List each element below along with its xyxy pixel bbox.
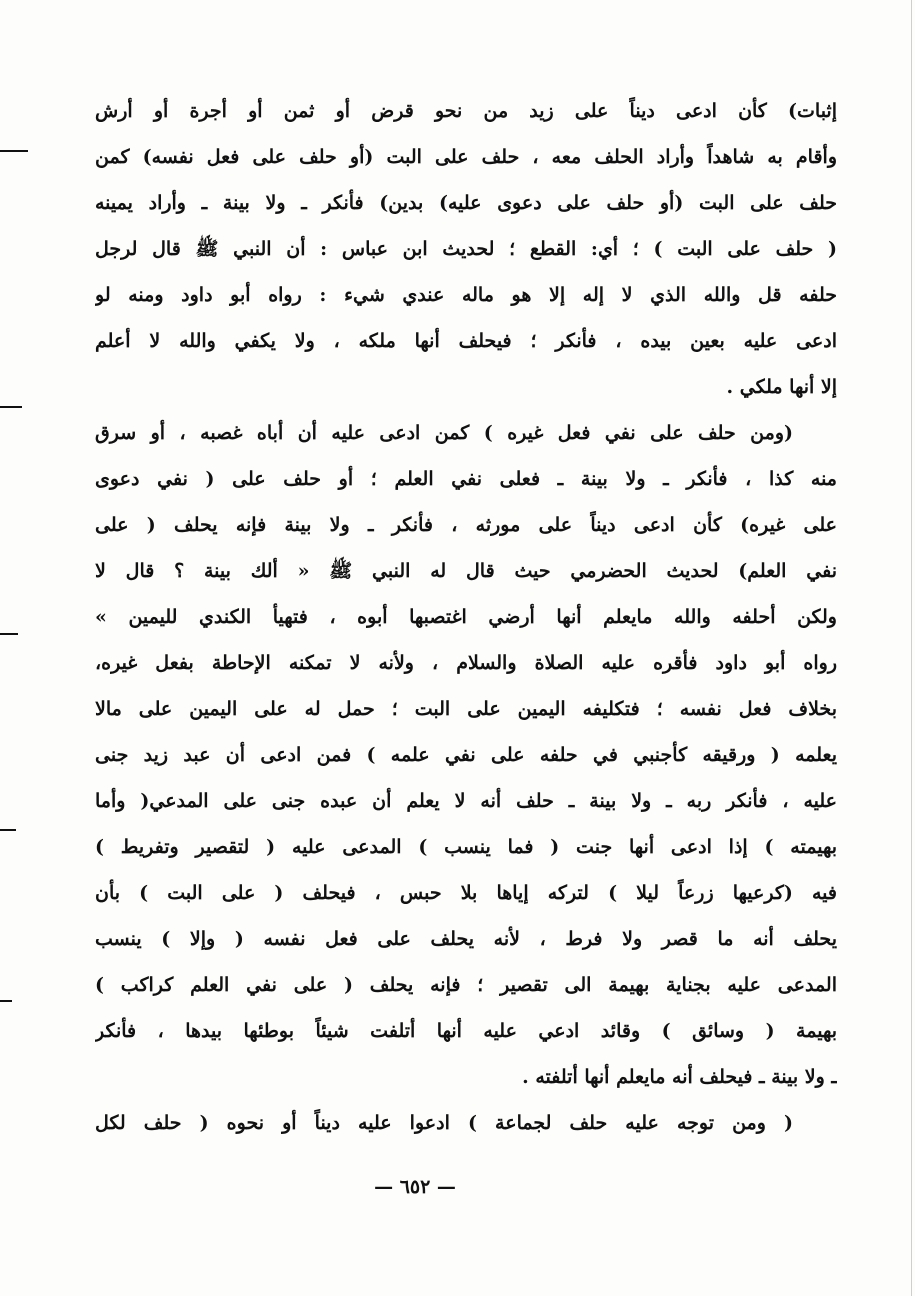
text-line: بهيمته ) إذا ادعى أنها جنت ( فما ينسب ) المدعى عليه ( لتقصير وتفريط ) — [95, 836, 837, 858]
text-line: ( ومن توجه عليه حلف لجماعة ) ادعوا عليه ديناً أو نحوه ( حلف لكل — [95, 1112, 793, 1134]
page-number: — ٦٥٢ — — [374, 1176, 456, 1198]
text-line: يعلمه ( ورقيقه كأجنبي في حلفه على نفي علمه ) فمن ادعى أن عبد زيد جنى — [95, 744, 837, 766]
margin-mark — [0, 633, 18, 635]
margin-mark — [0, 406, 22, 408]
text-line: بهيمة ( وسائق ) وقائد ادعي عليه أنها أتلفت شيئاً بوطئها بيدها ، فأنكر — [95, 1020, 837, 1042]
text-line: وأقام به شاهداً وأراد الحلف معه ، حلف على البت (أو حلف على فعل نفسه) كمن — [95, 146, 837, 168]
text-line: حلف على البت (أو حلف على دعوى عليه) بدين) فأنكر ـ ولا بينة ـ وأراد يمينه — [95, 192, 837, 214]
scan-edge — [911, 0, 912, 1296]
text-line: على غيره) كأن ادعى ديناً على مورثه ، فأنكر ـ ولا بينة فإنه يحلف ( على — [95, 514, 837, 536]
body-text — [95, 88, 837, 1146]
text-line: عليه ، فأنكر ربه ـ ولا بينة ـ حلف أنه لا يعلم أن عبده جنى على المدعي( وأما — [95, 790, 837, 812]
text-line: ولكن أحلفه والله مايعلم أنها أرضي اغتصبها أبوه ، فتهيأ الكندي لليمين » — [95, 606, 837, 628]
text-line: (ومن حلف على نفي فعل غيره ) كمن ادعى عليه أن أباه غصبه ، أو سرق — [95, 422, 793, 444]
text-line: منه كذا ، فأنكر ـ ولا بينة ـ فعلى نفي العلم ؛ أو حلف على ( نفي دعوى — [95, 468, 837, 490]
text-line: حلفه قل والله الذي لا إله إلا هو ماله عندي شيء : رواه أبو داود ومنه لو — [95, 284, 837, 306]
margin-mark — [0, 829, 16, 831]
text-line: ( حلف على البت ) ؛ أي: القطع ؛ لحديث ابن عباس : أن النبي ﷺ قال لرجل — [95, 238, 837, 260]
text-line: إثبات) كأن ادعى ديناً على زيد من نحو قرض أو ثمن أو أجرة أو أرش — [95, 100, 837, 122]
text-line: بخلاف فعل نفسه ؛ فتكليفه اليمين على البت ؛ حمل له على اليمين على مالا — [95, 698, 837, 720]
margin-mark — [0, 1000, 12, 1002]
text-line: ادعى عليه بعين بيده ، فأنكر ؛ فيحلف أنها ملكه ، ولا يكفي والله لا أعلم — [95, 330, 837, 352]
margin-mark — [0, 150, 28, 152]
text-line: فيه (كرعيها زرعاً ليلا ) لتركه إياها بلا حبس ، فيحلف ( على البت ) بأن — [95, 882, 837, 904]
text-line: ـ ولا بينة ـ فيحلف أنه مايعلم أنها أتلفته . — [522, 1066, 837, 1088]
text-line: يحلف أنه ما قصر ولا فرط ، لأنه يحلف على فعل نفسه ( وإلا ) ينسب — [95, 928, 837, 950]
text-line: نفي العلم) لحديث الحضرمي حيث قال له النبي ﷺ « ألك بينة ؟ قال لا — [95, 560, 837, 582]
text-line: إلا أنها ملكي . — [726, 376, 837, 398]
text-line: رواه أبو داود فأقره عليه الصلاة والسلام ، ولأنه لا تمكنه الإحاطة بفعل غيره، — [95, 652, 837, 674]
text-line: المدعى عليه بجناية بهيمة الى تقصير ؛ فإنه يحلف ( على نفي العلم كراكب ) — [95, 974, 837, 996]
